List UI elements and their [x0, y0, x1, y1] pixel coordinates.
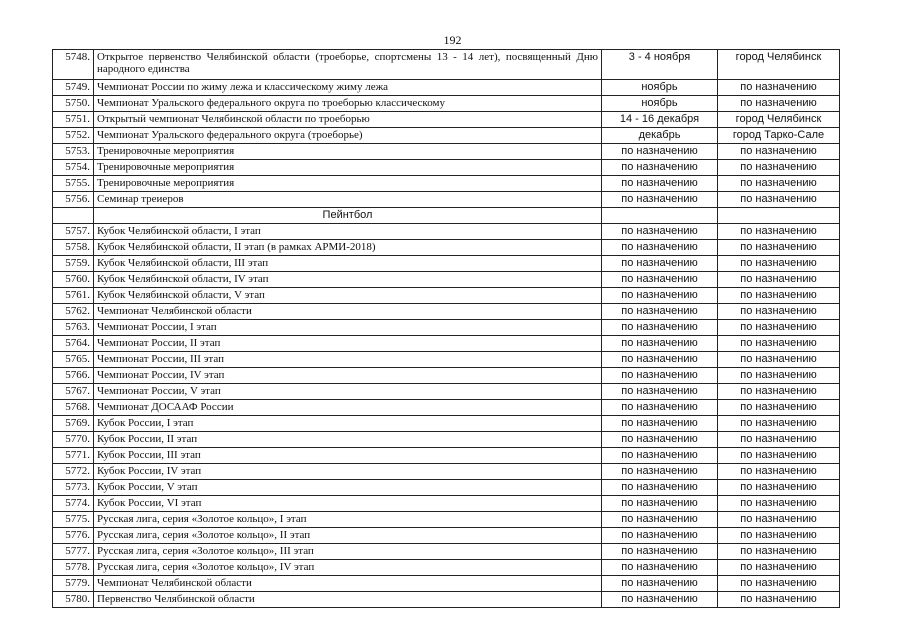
table-row	[53, 50, 840, 80]
row-number: 5749.	[53, 80, 94, 96]
row-number: 5778.	[53, 560, 94, 576]
event-date: ноябрь	[602, 80, 718, 96]
event-place: по назначению	[718, 240, 840, 256]
table-row	[53, 496, 840, 512]
event-date: по назначению	[602, 576, 718, 592]
event-name: Русская лига, серия «Золотое кольцо», II этап	[94, 528, 602, 544]
row-number: 5767.	[53, 384, 94, 400]
event-date: по назначению	[602, 320, 718, 336]
event-name: Кубок России, III этап	[94, 448, 602, 464]
event-name: Кубок Челябинской области, I этап	[94, 224, 602, 240]
table-row	[53, 432, 840, 448]
event-name: Кубок России, I этап	[94, 416, 602, 432]
event-place: по назначению	[718, 320, 840, 336]
row-number: 5776.	[53, 528, 94, 544]
event-place: по назначению	[718, 144, 840, 160]
event-date: по назначению	[602, 256, 718, 272]
table-row	[53, 304, 840, 320]
table-row	[53, 112, 840, 128]
event-place: по назначению	[718, 336, 840, 352]
event-name: Кубок России, V этап	[94, 480, 602, 496]
table-row	[53, 288, 840, 304]
event-place: по назначению	[718, 272, 840, 288]
table-row	[53, 96, 840, 112]
event-name: Открытое первенство Челябинской области (троеборье, спортсмены 13 - 14 лет), посвященный Дню народного единства	[94, 50, 602, 80]
event-date: по назначению	[602, 528, 718, 544]
event-name: Чемпионат России, V этап	[94, 384, 602, 400]
event-name: Тренировочные мероприятия	[94, 176, 602, 192]
event-place: по назначению	[718, 432, 840, 448]
table-row	[53, 128, 840, 144]
section-num-cell	[53, 208, 94, 224]
row-number: 5756.	[53, 192, 94, 208]
table-row	[53, 224, 840, 240]
row-number: 5777.	[53, 544, 94, 560]
event-date: по назначению	[602, 432, 718, 448]
event-date: по назначению	[602, 560, 718, 576]
event-place: город Челябинск	[718, 50, 840, 80]
event-date: по назначению	[602, 288, 718, 304]
table-row	[53, 192, 840, 208]
event-name: Чемпионат России по жиму лежа и классическому жиму лежа	[94, 80, 602, 96]
event-name: Первенство Челябинской области	[94, 592, 602, 608]
event-date: по назначению	[602, 496, 718, 512]
table-row	[53, 512, 840, 528]
row-number: 5772.	[53, 464, 94, 480]
event-place: по назначению	[718, 416, 840, 432]
table-row	[53, 336, 840, 352]
event-date: по назначению	[602, 416, 718, 432]
row-number: 5768.	[53, 400, 94, 416]
event-date: по назначению	[602, 176, 718, 192]
table-row	[53, 320, 840, 336]
table-row	[53, 256, 840, 272]
table-row	[53, 528, 840, 544]
event-date: по назначению	[602, 224, 718, 240]
event-place: по назначению	[718, 288, 840, 304]
event-date: по назначению	[602, 448, 718, 464]
event-name: Кубок Челябинской области, V этап	[94, 288, 602, 304]
events-table	[52, 49, 840, 608]
row-number: 5779.	[53, 576, 94, 592]
row-number: 5751.	[53, 112, 94, 128]
section-date-cell	[602, 208, 718, 224]
event-date: по назначению	[602, 192, 718, 208]
event-place: по назначению	[718, 400, 840, 416]
event-name: Чемпионат России, I этап	[94, 320, 602, 336]
event-place: по назначению	[718, 304, 840, 320]
event-place: по назначению	[718, 480, 840, 496]
row-number: 5771.	[53, 448, 94, 464]
event-place: по назначению	[718, 512, 840, 528]
event-date: по назначению	[602, 160, 718, 176]
event-date: по назначению	[602, 464, 718, 480]
row-number: 5770.	[53, 432, 94, 448]
section-row	[53, 208, 840, 224]
event-name: Чемпионат России, IV этап	[94, 368, 602, 384]
table-row	[53, 368, 840, 384]
event-name: Чемпионат Челябинской области	[94, 304, 602, 320]
table-row	[53, 416, 840, 432]
event-name: Кубок России, II этап	[94, 432, 602, 448]
event-place: по назначению	[718, 160, 840, 176]
row-number: 5758.	[53, 240, 94, 256]
row-number: 5773.	[53, 480, 94, 496]
event-date: по назначению	[602, 352, 718, 368]
event-place: город Челябинск	[718, 112, 840, 128]
event-place: по назначению	[718, 464, 840, 480]
section-title: Пейнтбол	[94, 208, 602, 224]
row-number: 5775.	[53, 512, 94, 528]
event-date: декабрь	[602, 128, 718, 144]
event-name: Русская лига, серия «Золотое кольцо», I этап	[94, 512, 602, 528]
event-date: по назначению	[602, 304, 718, 320]
event-name: Открытый чемпионат Челябинской области по троеборью	[94, 112, 602, 128]
table-row	[53, 352, 840, 368]
event-name: Русская лига, серия «Золотое кольцо», IV этап	[94, 560, 602, 576]
row-number: 5766.	[53, 368, 94, 384]
event-name: Семинар треиеров	[94, 192, 602, 208]
table-row	[53, 176, 840, 192]
event-place: по назначению	[718, 448, 840, 464]
event-place: по назначению	[718, 352, 840, 368]
event-place: по назначению	[718, 96, 840, 112]
event-place: по назначению	[718, 528, 840, 544]
row-number: 5764.	[53, 336, 94, 352]
table-row	[53, 272, 840, 288]
event-date: по назначению	[602, 512, 718, 528]
table-row	[53, 144, 840, 160]
event-date: ноябрь	[602, 96, 718, 112]
event-place: по назначению	[718, 576, 840, 592]
row-number: 5762.	[53, 304, 94, 320]
table-row	[53, 560, 840, 576]
row-number: 5753.	[53, 144, 94, 160]
row-number: 5759.	[53, 256, 94, 272]
event-place: по назначению	[718, 80, 840, 96]
event-place: по назначению	[718, 224, 840, 240]
table-row	[53, 400, 840, 416]
page-number: 192	[443, 33, 462, 47]
section-place-cell	[718, 208, 840, 224]
event-place: по назначению	[718, 544, 840, 560]
row-number: 5774.	[53, 496, 94, 512]
event-date: 3 - 4 ноября	[602, 50, 718, 80]
event-place: по назначению	[718, 384, 840, 400]
table-row	[53, 544, 840, 560]
event-date: 14 - 16 декабря	[602, 112, 718, 128]
event-date: по назначению	[602, 368, 718, 384]
event-date: по назначению	[602, 480, 718, 496]
row-number: 5780.	[53, 592, 94, 608]
row-number: 5752.	[53, 128, 94, 144]
event-place: город Тарко-Сале	[718, 128, 840, 144]
event-date: по назначению	[602, 592, 718, 608]
table-row	[53, 240, 840, 256]
row-number: 5754.	[53, 160, 94, 176]
table-row	[53, 160, 840, 176]
event-date: по назначению	[602, 544, 718, 560]
event-place: по назначению	[718, 592, 840, 608]
row-number: 5755.	[53, 176, 94, 192]
event-date: по назначению	[602, 400, 718, 416]
event-name: Чемпионат Челябинской области	[94, 576, 602, 592]
row-number: 5757.	[53, 224, 94, 240]
event-place: по назначению	[718, 256, 840, 272]
event-name: Чемпионат России, III этап	[94, 352, 602, 368]
event-place: по назначению	[718, 192, 840, 208]
event-name: Чемпионат Уральского федерального округа по троеборью классическому	[94, 96, 602, 112]
event-date: по назначению	[602, 272, 718, 288]
table-row	[53, 480, 840, 496]
table-row	[53, 448, 840, 464]
table-row	[53, 80, 840, 96]
event-name: Кубок Челябинской области, IV этап	[94, 272, 602, 288]
row-number: 5761.	[53, 288, 94, 304]
event-name: Чемпионат Уральского федерального округа (троеборье)	[94, 128, 602, 144]
table-row	[53, 592, 840, 608]
row-number: 5769.	[53, 416, 94, 432]
event-name: Русская лига, серия «Золотое кольцо», III этап	[94, 544, 602, 560]
event-name: Чемпионат ДОСААФ России	[94, 400, 602, 416]
table-row	[53, 464, 840, 480]
row-number: 5750.	[53, 96, 94, 112]
event-date: по назначению	[602, 336, 718, 352]
event-name: Кубок России, IV этап	[94, 464, 602, 480]
event-name: Чемпионат России, II этап	[94, 336, 602, 352]
events-table-body	[53, 50, 840, 608]
event-place: по назначению	[718, 368, 840, 384]
event-name: Тренировочные мероприятия	[94, 160, 602, 176]
row-number: 5748.	[53, 50, 94, 80]
event-date: по назначению	[602, 384, 718, 400]
event-name: Кубок Челябинской области, II этап (в рамках АРМИ-2018)	[94, 240, 602, 256]
row-number: 5763.	[53, 320, 94, 336]
event-place: по назначению	[718, 560, 840, 576]
row-number: 5760.	[53, 272, 94, 288]
row-number: 5765.	[53, 352, 94, 368]
table-row	[53, 384, 840, 400]
event-place: по назначению	[718, 496, 840, 512]
event-name: Кубок Челябинской области, III этап	[94, 256, 602, 272]
event-name: Тренировочные мероприятия	[94, 144, 602, 160]
event-name: Кубок России, VI этап	[94, 496, 602, 512]
table-row	[53, 576, 840, 592]
event-place: по назначению	[718, 176, 840, 192]
event-date: по назначению	[602, 144, 718, 160]
event-date: по назначению	[602, 240, 718, 256]
